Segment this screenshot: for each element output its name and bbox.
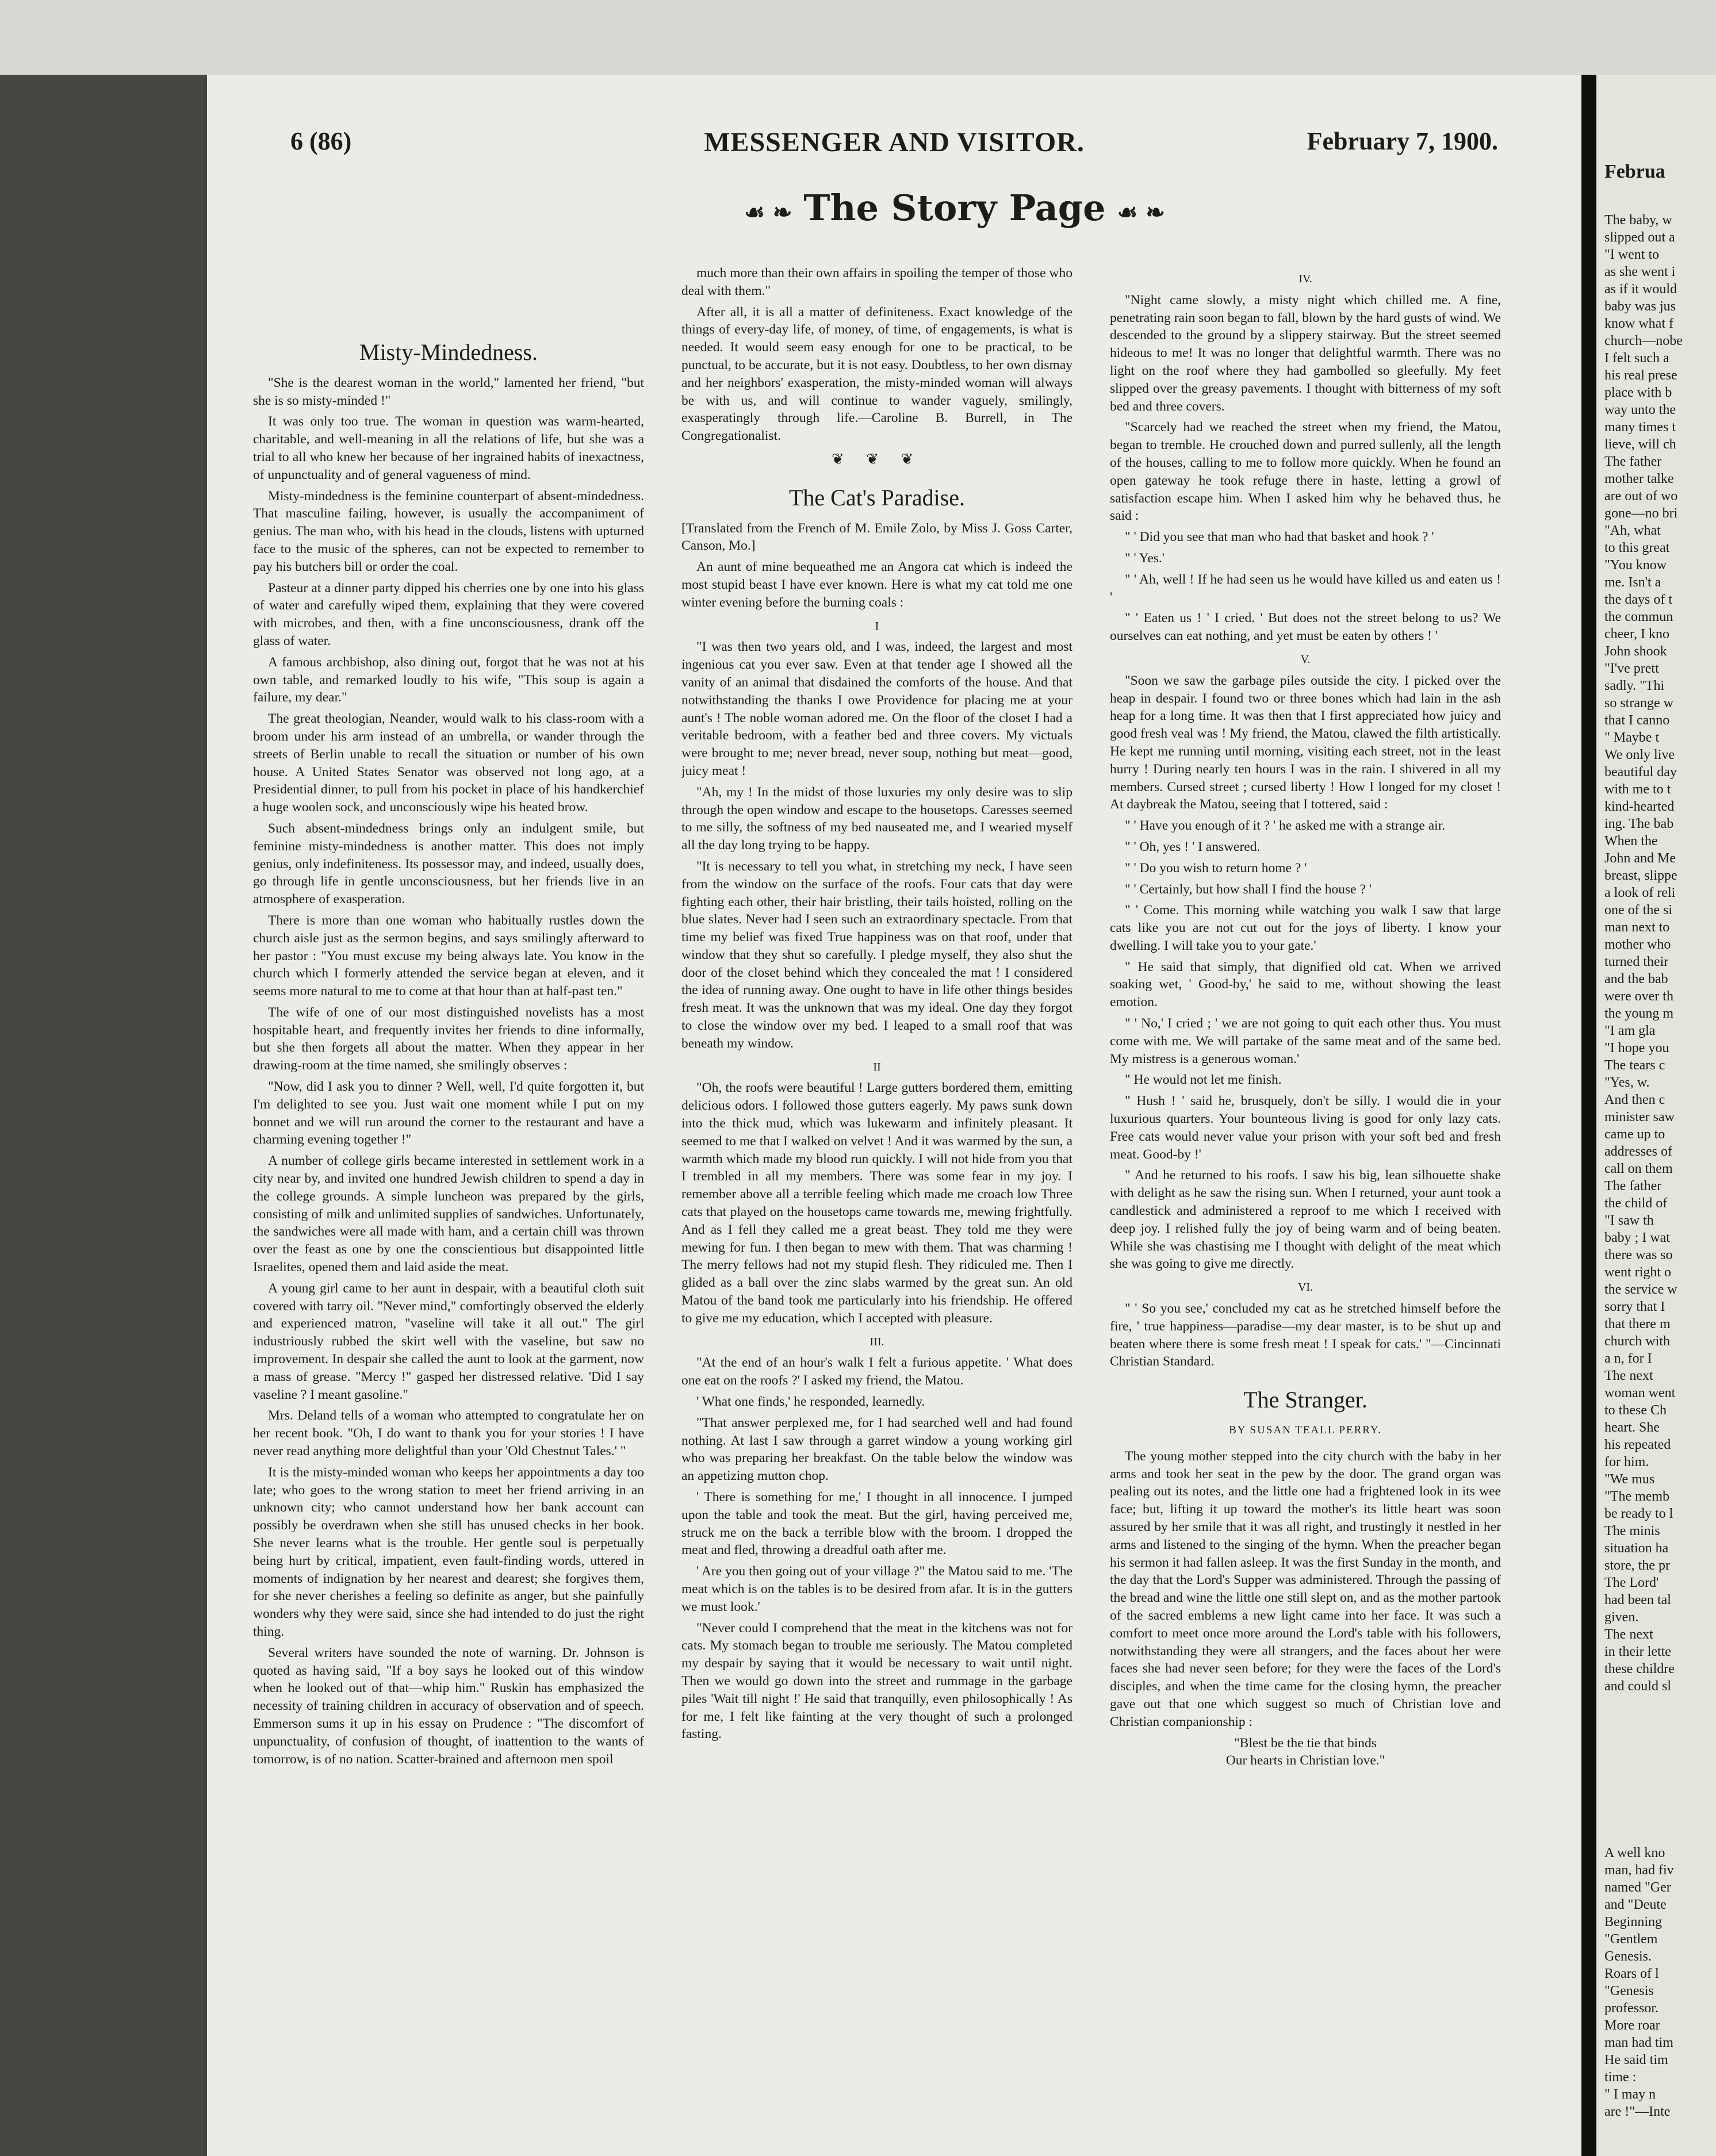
text-fragment: with me to t bbox=[1604, 782, 1671, 797]
paragraph: " ' Did you see that man who had that basket and hook ? ' bbox=[1125, 530, 1434, 545]
stranger-text: The young mother stepped into the city church with the baby in her arms and took her seat in the pew by the door. The grand organ was pealing out its notes, and the little one had a frightened look in its wee face; but, lifting it up toward the mother's its little heart was soon assured by her smile that it was all right, and trustingly it nestled in her arms and listened to the singing of the hymn. When the preacher began his sermon it had fallen asleep. It was the first Sunday in the month, and the day that the Lord's Supper was administered. Through the passing of the bread and wine the little one still slept on, and as the mother partook of the sacred emblems a new light came into her face. It was such a comfort to meet once more around the Lord's table with his followers, notwithstanding they were all strangers, and the faces about her were faces she had never seen before; for they were the faces of the Lord's disciples, and when the time came for the closing hymn, the preacher gave out that one which suggest so much of Christian love and Christian companionship : bbox=[1110, 1448, 1501, 1729]
issue-date: February 7, 1900. bbox=[1307, 127, 1498, 155]
text-fragment: the young m bbox=[1604, 1006, 1673, 1021]
text-fragment: breast, slippe bbox=[1604, 868, 1677, 883]
paper-title: MESSENGER AND VISITOR. bbox=[704, 127, 1085, 158]
paragraph: "Oh, the roofs were beautiful ! Large gutters bordered them, emitting delicious odors. I followed those gutters eagerly. My paws sunk down into the thick mud, which was lukewarm and infinitely pleasant. It seemed to me that I walked on velvet ! And it was warmed by the sun, a warmth which made my blood run quickly. I will not hide from you that I trembled in all my members. There was some fear in my joy. I remember above all a terrible feeling which made me croach low Three cats that played on the housetops came towards me, mewing frightfully. And as I fell they called me a great beast. They told me they were mewing for fun. I then began to mew with them. That was charming ! The merry fellows had not my stupid flesh. They ridiculed me. Then I glided as a ball over the zinc slabs warmed by the great sun. An old Matou of the band took me particularly into his friendship. He offered to give me my education, which I accepted with pleasure. bbox=[681, 1080, 1072, 1326]
text-fragment: the commun bbox=[1604, 609, 1673, 624]
paragraph: The wife of one of our most distinguished novelists has a most hospitable heart, and frequently invites her friends to dine informally, but she then forgets all about the matter. When they appear in her drawing-room at the time named, she smilingly observes : bbox=[253, 1004, 644, 1073]
article-title-misty: Misty-Mindedness. bbox=[359, 339, 538, 365]
text-fragment: many times t bbox=[1604, 420, 1676, 435]
paragraph: Mrs. Deland tells of a woman who attempted to congratulate her on her recent book. "Oh, I do want to thank you for your stories ! I have never read anything more delightful than your 'Old Chestnut Tales.' " bbox=[253, 1408, 644, 1459]
paragraph: "I was then two years old, and I was, indeed, the largest and most ingenious cat you ever saw. Even at that tender age I showed all the vanity of an animal that disdained the comforts of the house. And that notwithstanding the thanks I owe Providence for placing me at your aunt's ! The noble woman adored me. On the floor of the closet I had a veritable bedroom, with a feather bed and three covers. My victuals were brought to me; never bread, never soup, nothing but meat—good, juicy meat ! bbox=[681, 639, 1072, 778]
text-fragment: "I am gla bbox=[1604, 1023, 1656, 1038]
paragraph: " He said that simply, that dignified old cat. When we arrived soaking wet, ' Good-by,' he said to me, without showing the least emotion. bbox=[1110, 959, 1501, 1010]
paragraph: "Soon we saw the garbage piles outside the city. I picked over the heap in despair. I found two or three bones which had lain in the ash heap for a long time. It was then that I first appreciated how juicy and good fresh veal was ! My friend, the Matou, clawed the filth artistically. He kept me running until morning, visiting each street, not in the least hurry ! During nearly ten hours I was in the rain. I shivered in all my members. Cursed street ; cursed liberty ! How I longed for my closet ! At daybreak the Matou, seeing that I tottered, said : bbox=[1110, 673, 1501, 812]
paragraph: "Never could I comprehend that the meat in the kitchens was not for cats. My stomach began to trouble me seriously. The Matou completed my despair by saying that it would be necessary to wait until night. Then we would go down into the street and rummage in the garbage piles 'Wait till night !' He said that tranquilly, even philosophically ! As for me, I felt like fainting at the very thought of such a prolonged fasting. bbox=[681, 1620, 1072, 1742]
section-title bbox=[667, 187, 1242, 229]
text-fragment: there was so bbox=[1604, 1248, 1673, 1263]
text-fragment: The next bbox=[1604, 1627, 1653, 1642]
cat-part-4 bbox=[1110, 291, 1501, 645]
text-fragment: "Gentlem bbox=[1604, 1932, 1658, 1947]
text-fragment: store, the pr bbox=[1604, 1558, 1670, 1573]
text-fragment: gone—no bri bbox=[1604, 506, 1678, 521]
text-fragment: way unto the bbox=[1604, 402, 1676, 417]
text-fragment: A well kno bbox=[1604, 1846, 1665, 1860]
text-fragment: The baby, w bbox=[1604, 213, 1672, 228]
paragraph: The great theologian, Neander, would walk to his class-room with a broom under his arm instead of an umbrella, or wander through the streets of Berlin unable to recall the situation or number of his own house. A United States Senator was observed not long ago, at a Presidential dinner, to pull from his pocket in place of his handkerchief a huge woolen sock, and unconsciously wipe his heated brow. bbox=[253, 711, 644, 815]
text-fragment: man next to bbox=[1604, 920, 1670, 935]
text-fragment: "We mus bbox=[1604, 1472, 1655, 1487]
paragraph: A young girl came to her aunt in despair, with a beautiful cloth suit covered with tarry oil. "Never mind," comfortingly observed the elderly and experienced matron, "vaseline will take it all out." The girl industriously rubbed the skirt well with the vaseline, but saw no improvement. In despair she called the aunt to look at the garment, now a mass of grease. "Mercy !" gasped her distressed relative. 'Did I say vaseline ? I meant gasoline." bbox=[253, 1280, 644, 1402]
misty-continued bbox=[681, 264, 1072, 445]
cat-section-3: III. bbox=[870, 1335, 884, 1348]
text-fragment: had been tal bbox=[1604, 1593, 1671, 1608]
text-fragment: The Lord' bbox=[1604, 1575, 1659, 1590]
paragraph: " ' Have you enough of it ? ' he asked me with a strange air. bbox=[1125, 818, 1446, 834]
text-fragment: " Maybe t bbox=[1604, 730, 1660, 745]
paragraph: " ' No,' I cried ; ' we are not going to quit each other thus. You must come with me. We will partake of the same meat and of the same bed. My mistress is a generous woman.' bbox=[1110, 1016, 1501, 1067]
paragraph: "At the end of an hour's walk I felt a furious appetite. ' What does one eat on the roofs ?' I asked my friend, the Matou. bbox=[681, 1355, 1072, 1388]
text-fragment: call on them bbox=[1604, 1161, 1673, 1176]
text-fragment: a look of reli bbox=[1604, 885, 1676, 900]
paragraph: It is the misty-minded woman who keeps her appointments a day too late; who goes to the wrong station to meet her friend arriving in an unknown city; who cannot understand how her bank account can possibly be overdrawn when she still has unused checks in her book. She never learns what is the trouble. Her gentle soul is perpetually being hurt by critical, impatient, even fault-finding words, uttered in moments of indignation by her nearest and dearest; she forgives them, for she never cherishes a feeling so definite as anger, but she painfully wonders why they were said, since she had intended to do just the right thing. bbox=[253, 1464, 644, 1639]
text-fragment: came up to bbox=[1604, 1127, 1665, 1142]
text-fragment: Genesis. bbox=[1604, 1949, 1652, 1964]
text-fragment: church with bbox=[1604, 1334, 1670, 1349]
cat-part-3 bbox=[681, 1354, 1072, 1743]
separator-ornament-icon: ❦ ❦ ❦ bbox=[831, 450, 923, 467]
adjacent-page-edge bbox=[1581, 75, 1716, 2156]
text-fragment: " I may n bbox=[1604, 2087, 1656, 2102]
text-fragment: He said tim bbox=[1604, 2053, 1668, 2067]
paragraph: " ' So you see,' concluded my cat as he stretched himself before the fire, ' true happiness—paradise—my dear master, is to be shut up and beaten where there is some fresh meat ! I speak for cats.' "—Cincinnati Christian Standard. bbox=[1110, 1301, 1501, 1369]
paragraph: ' There is something for me,' I thought in all innocence. I jumped upon the table and took the meat. But the girl, having perceived me, struck me on the back a terrible blow with the broom. I dropped the meat and fled, throwing a dreadful oath after me. bbox=[681, 1490, 1072, 1558]
cat-section-5: V. bbox=[1300, 653, 1311, 666]
text-fragment: "I went to bbox=[1604, 247, 1660, 262]
paragraph: Misty-mindedness is the feminine counterpart of absent-mindedness. That masculine failing, however, is usually the accompaniment of genius. The man who, with his head in the clouds, listens with upturned face to the music of the spheres, can not be expected to remember to pay his butchers bill or order the coal. bbox=[253, 488, 644, 574]
text-fragment: that there m bbox=[1604, 1317, 1671, 1332]
poem-line-2: Our hearts in Christian love." bbox=[1225, 1753, 1385, 1768]
article-title-cat: The Cat's Paradise. bbox=[788, 484, 965, 511]
paragraph: "Now, did I ask you to dinner ? Well, well, I'd quite forgotten it, but I'm delighted to see you. Just wait one moment while I put on my bonnet and we will run around the corner to the restaurant and have a charming evening together !" bbox=[253, 1079, 644, 1148]
text-fragment: in their lette bbox=[1604, 1644, 1671, 1659]
text-fragment: turned their bbox=[1604, 954, 1669, 969]
text-fragment: the child of bbox=[1604, 1196, 1668, 1211]
text-fragment: lieve, will ch bbox=[1604, 437, 1676, 452]
paragraph: ' What one finds,' he responded, learnedly. bbox=[696, 1394, 925, 1410]
cat-section-6: VI. bbox=[1297, 1281, 1313, 1294]
text-fragment: addresses of bbox=[1604, 1144, 1672, 1159]
paragraph: There is more than one woman who habitually rustles down the church aisle just as the sermon begins, and says smilingly afterward to her pastor : "You must excuse my being always late. You know in the church which I formerly attended the service began at eleven, and it seems more natural to me to come at that hour than at half-past ten." bbox=[253, 912, 644, 999]
paragraph: Pasteur at a dinner party dipped his cherries one by one into his glass of water and carefully wiped them, explaining that they were covered with microbes, and then, with a fine unconsciousness, drank off the glass of water. bbox=[253, 580, 644, 649]
paragraph: "Night came slowly, a misty night which chilled me. A fine, penetrating rain soon began to fall, blown by the hard gusts of wind. We descended to the ground by a slippery stairway. But the street seemed hideous to me! It was no longer that delightful warmth. There was no light on the roof where they had gambolled so gleefully. My feet slipped over the greasy pavements. I thought with bitterness of my soft bed and three covers. bbox=[1110, 292, 1501, 414]
text-fragment: When the bbox=[1604, 834, 1658, 849]
text-fragment: man had tim bbox=[1604, 2035, 1673, 2050]
text-fragment: mother talke bbox=[1604, 471, 1674, 486]
text-fragment: minister saw bbox=[1604, 1110, 1675, 1125]
text-fragment: slipped out a bbox=[1604, 230, 1675, 245]
paragraph: " ' Eaten us ! ' I cried. ' But does not the street belong to us? We ourselves can eat nothing, and yet must be eaten by others ! ' bbox=[1110, 611, 1501, 644]
text-fragment: We only live bbox=[1604, 747, 1675, 762]
text-fragment: his repeated bbox=[1604, 1437, 1671, 1452]
paragraph: A famous archbishop, also dining out, forgot that he was not at his own table, and remarked loudly to his wife, "This soup is again a failure, my dear." bbox=[253, 654, 644, 705]
text-fragment: as she went i bbox=[1604, 264, 1676, 279]
text-fragment: went right o bbox=[1604, 1265, 1671, 1280]
paragraph: Several writers have sounded the note of warning. Dr. Johnson is quoted as having said, "If a boy says he looked out of this window when he looked out of that—whip him." Ruskin has emphasized the necessity of training children in accuracy of observation and of speech. Emmerson sums it up in his essay on Prudence : "The discomfort of unpunctuality, of confusion of thought, of inattention to the wants of tomorrow, is of no nation. Scatter-brained and afternoon men spoil bbox=[253, 1645, 644, 1767]
text-fragment: kind-hearted bbox=[1604, 799, 1675, 814]
column-1 bbox=[253, 293, 644, 2133]
paragraph: " ' Come. This morning while watching you walk I saw that large cats like you are not cut out for the joys of liberty. I know your dwelling. I will take you to your gate.' bbox=[1110, 903, 1501, 953]
text-fragment: that I canno bbox=[1604, 713, 1670, 728]
ornament-right-icon: ☙ ❧ bbox=[1117, 199, 1165, 226]
text-fragment: beautiful day bbox=[1604, 765, 1677, 780]
paragraph: " ' Oh, yes ! ' I answered. bbox=[1125, 839, 1261, 854]
cat-opening: An aunt of mine bequeathed me an Angora cat which is indeed the most stupid beast I have ever known. Here is what my cat told me one winter evening before the burning coals : bbox=[681, 559, 1072, 610]
text-fragment: The next bbox=[1604, 1368, 1653, 1383]
stranger-byline: BY SUSAN TEALL PERRY. bbox=[1229, 1424, 1382, 1437]
masthead bbox=[290, 126, 1498, 167]
text-fragment: man, had fiv bbox=[1604, 1863, 1674, 1878]
poem-line-1: "Blest be the tie that binds bbox=[1234, 1735, 1377, 1751]
paragraph: A number of college girls became interested in settlement work in a city near by, and invited one hundred Jewish children to spend a day in the college grounds. A simple luncheon was prepared by the girls, consisting of milk and unlimited supplies of sandwiches. Unfortunately, the sandwiches were all made with ham, and a certain chill was thrown over the feast as one by one the conscientious but disappointed little Israelites, opened them and laid aside the meat. bbox=[253, 1153, 644, 1275]
newspaper-page bbox=[207, 75, 1581, 2156]
text-fragment: time : bbox=[1604, 2070, 1637, 2085]
text-fragment: "Genesis bbox=[1604, 1984, 1654, 1998]
text-fragment: Beginning bbox=[1604, 1915, 1662, 1929]
paragraph: much more than their own affairs in spoiling the temper of those who deal with them." bbox=[681, 266, 1072, 298]
text-fragment: to these Ch bbox=[1604, 1403, 1667, 1418]
text-fragment: sorry that I bbox=[1604, 1299, 1665, 1314]
scan-top-margin bbox=[0, 0, 1716, 75]
text-fragment: situation ha bbox=[1604, 1541, 1669, 1556]
text-fragment: The minis bbox=[1604, 1524, 1660, 1539]
cat-part-5 bbox=[1110, 672, 1501, 1273]
scan-left-margin bbox=[0, 75, 207, 2156]
text-fragment: John and Me bbox=[1604, 851, 1676, 866]
text-fragment: and "Deute bbox=[1604, 1897, 1667, 1912]
text-fragment: to this great bbox=[1604, 540, 1670, 555]
text-fragment: More roar bbox=[1604, 2018, 1660, 2033]
paragraph: Such absent-mindedness brings only an indulgent smile, but feminine misty-mindedness is another matter. This does not imply genius, only indefiniteness. Its possessor may, and indeed, usually does, go through life in gentle unconsciousness, but her friends live in an atmosphere of exasperation. bbox=[253, 820, 644, 907]
adjacent-page-fragments bbox=[1604, 212, 1716, 1695]
text-fragment: cheer, I kno bbox=[1604, 627, 1669, 642]
text-fragment: know what f bbox=[1604, 316, 1673, 331]
paragraph: " ' Certainly, but how shall I find the house ? ' bbox=[1125, 881, 1372, 897]
text-fragment: "You know bbox=[1604, 558, 1667, 573]
adjacent-page-gap bbox=[1604, 1695, 1716, 1844]
text-fragment: were over th bbox=[1604, 989, 1673, 1004]
text-fragment: a n, for I bbox=[1604, 1351, 1652, 1366]
text-fragment: the service w bbox=[1604, 1282, 1677, 1297]
text-fragment: are !"—Inte bbox=[1604, 2104, 1671, 2119]
paragraph: " ' Do you wish to return home ? ' bbox=[1125, 860, 1307, 876]
text-fragment: The father bbox=[1604, 454, 1662, 469]
text-fragment: baby ; I wat bbox=[1604, 1230, 1670, 1245]
text-fragment: Roars of l bbox=[1604, 1966, 1659, 1981]
paragraph: After all, it is all a matter of definiteness. Exact knowledge of the things of every-day life, of money, of time, of engagements, is what is needed. It would seem easy enough for one to be practical, to be punctual, to be accurate, but it is not easy. Doubtless, to her own dismay and her neighbors' exasperation, the misty-minded woman will always be with us, and will continue to wander vaguely, smilingly, exasperatingly through life.—Caroline B. Burrell, in The Congregationalist. bbox=[681, 304, 1072, 444]
text-fragment: place with b bbox=[1604, 385, 1672, 400]
paragraph: " ' Yes.' bbox=[1125, 550, 1165, 566]
text-fragment: and the bab bbox=[1604, 972, 1668, 987]
section-title-text: The Story Page bbox=[803, 187, 1106, 229]
text-fragment: these childre bbox=[1604, 1662, 1675, 1677]
paragraph: "That answer perplexed me, for I had searched well and had found nothing. At last I saw through a garret window a young working girl who was preparing her breakfast. On the table below the window was an appetizing mutton chop. bbox=[681, 1415, 1072, 1484]
paragraph: "She is the dearest woman in the world," lamented her friend, "but she is so misty-minded !" bbox=[253, 375, 644, 408]
text-fragment: given. bbox=[1604, 1610, 1639, 1625]
paragraph: "Scarcely had we reached the street when my friend, the Matou, began to tremble. He crouched down and purred sullenly, all the length of the houses, calling to me to follow more quickly. When he found an open gateway he took refuge there in haste, letting a growl of satisfaction escape him. When I asked him why he behaved thus, he said : bbox=[1110, 420, 1501, 524]
text-fragment: "I hope you bbox=[1604, 1041, 1669, 1056]
text-fragment: "Yes, w. bbox=[1604, 1075, 1650, 1090]
paragraph: " Hush ! ' said he, brusquely, don't be silly. I would die in your luxurious quarters. Your bounteous living is good for only lazy cats. Free cats would never value your prison with your soft bed and fresh meat. Good-by !' bbox=[1110, 1094, 1501, 1162]
cat-section-1: I bbox=[875, 619, 879, 632]
cat-section-4: IV. bbox=[1299, 273, 1312, 285]
text-fragment: named "Ger bbox=[1604, 1880, 1671, 1895]
text-fragment: heart. She bbox=[1604, 1420, 1660, 1435]
paragraph: "It is necessary to tell you what, in stretching my neck, I have seen from the window on the surface of the roofs. Four cats that day were fighting each other, their hair bristling, their tails hoisted, rolling on the blue slates. Never had I seen such an extraordinary spectacle. From that time my belief was fixed True happiness was on that roof, under that window that they shut so carefully. I pledge myself, they also shut the door of the closet behind which they concealed the mat ! I considered the idea of running away. One ought to have in life other things besides fresh meat. It was the unknown that was my ideal. One day they forgot to close the window over my bed. I leaped to a small roof that was beneath my window. bbox=[681, 858, 1072, 1051]
text-fragment: "Ah, what bbox=[1604, 523, 1661, 538]
cat-part-1 bbox=[681, 638, 1072, 1052]
text-fragment: I felt such a bbox=[1604, 351, 1669, 366]
text-fragment: his real prese bbox=[1604, 368, 1677, 383]
text-fragment: "I've prett bbox=[1604, 661, 1659, 676]
text-fragment: sadly. "Thi bbox=[1604, 678, 1665, 693]
cat-section-2: II bbox=[873, 1060, 881, 1073]
article-title-stranger: The Stranger. bbox=[1243, 1387, 1368, 1413]
text-fragment: the days of t bbox=[1604, 592, 1672, 607]
page-number: 6 (86) bbox=[290, 127, 352, 155]
text-fragment: "I saw th bbox=[1604, 1213, 1654, 1228]
text-fragment: woman went bbox=[1604, 1386, 1676, 1401]
text-fragment: and could sl bbox=[1604, 1679, 1671, 1694]
text-fragment: one of the si bbox=[1604, 903, 1672, 918]
cat-intro: [Translated from the French of M. Emile Zolo, by Miss J. Goss Carter, Canson, Mo.] bbox=[681, 520, 1072, 554]
adjacent-page-header: Februa bbox=[1604, 161, 1665, 182]
paragraph: " ' Ah, well ! If he had seen us he would have killed us and eaten us ! ' bbox=[1110, 571, 1501, 605]
paragraph: " And he returned to his roofs. I saw his big, lean silhouette shake with delight as he saw the rising sun. When I returned, your aunt took a candlestick and administered a reproof to me which I received with deep joy. I relished fully the joy of being warm and of being beaten. While she was chastising me I thought with delight of the meat which she was going to give me directly. bbox=[1110, 1168, 1501, 1272]
text-fragment: baby was jus bbox=[1604, 299, 1676, 314]
text-fragment: "The memb bbox=[1604, 1489, 1670, 1504]
text-fragment: ing. The bab bbox=[1604, 816, 1674, 831]
ornament-left-icon: ☙ ❧ bbox=[744, 199, 792, 226]
misty-body bbox=[253, 374, 644, 1768]
paragraph: It was only too true. The woman in question was warm-hearted, charitable, and well-meaning in all the relations of life, but she was a trial to all who knew her because of her ingrained habits of inexactness, of unpunctuality and of general vagueness of mind. bbox=[253, 414, 644, 482]
text-fragment: for him. bbox=[1604, 1455, 1649, 1470]
text-fragment: mother who bbox=[1604, 937, 1671, 952]
paragraph: " He would not let me finish. bbox=[1125, 1072, 1282, 1088]
text-fragment: The tears c bbox=[1604, 1058, 1665, 1073]
text-fragment: professor. bbox=[1604, 2001, 1658, 2016]
text-fragment: The father bbox=[1604, 1179, 1662, 1194]
text-fragment: me. Isn't a bbox=[1604, 575, 1661, 590]
cat-part-2 bbox=[681, 1079, 1072, 1327]
text-fragment: so strange w bbox=[1604, 696, 1673, 711]
text-fragment: as if it would bbox=[1604, 282, 1677, 297]
cat-part-6 bbox=[1110, 1300, 1501, 1371]
text-fragment: church—nobe bbox=[1604, 333, 1683, 348]
text-fragment: are out of wo bbox=[1604, 489, 1678, 504]
column-3 bbox=[1110, 264, 1501, 2104]
paragraph: ' Are you then going out of your village ?" the Matou said to me. 'The meat which is on the tables is to be desired from afar. It is in the gutters we must look.' bbox=[681, 1564, 1072, 1614]
adjacent-page-fragments-2 bbox=[1604, 1844, 1716, 2120]
text-fragment: be ready to l bbox=[1604, 1506, 1673, 1521]
paragraph: "Ah, my ! In the midst of those luxuries my only desire was to slip through the open window and escape to the housetops. Caresses seemed to me silly, the softness of my bed nauseated me, and I wearied myself all the day long trying to be happy. bbox=[681, 784, 1072, 853]
text-fragment: John shook bbox=[1604, 644, 1667, 659]
column-2 bbox=[681, 264, 1072, 2104]
text-fragment: And then c bbox=[1604, 1092, 1665, 1107]
